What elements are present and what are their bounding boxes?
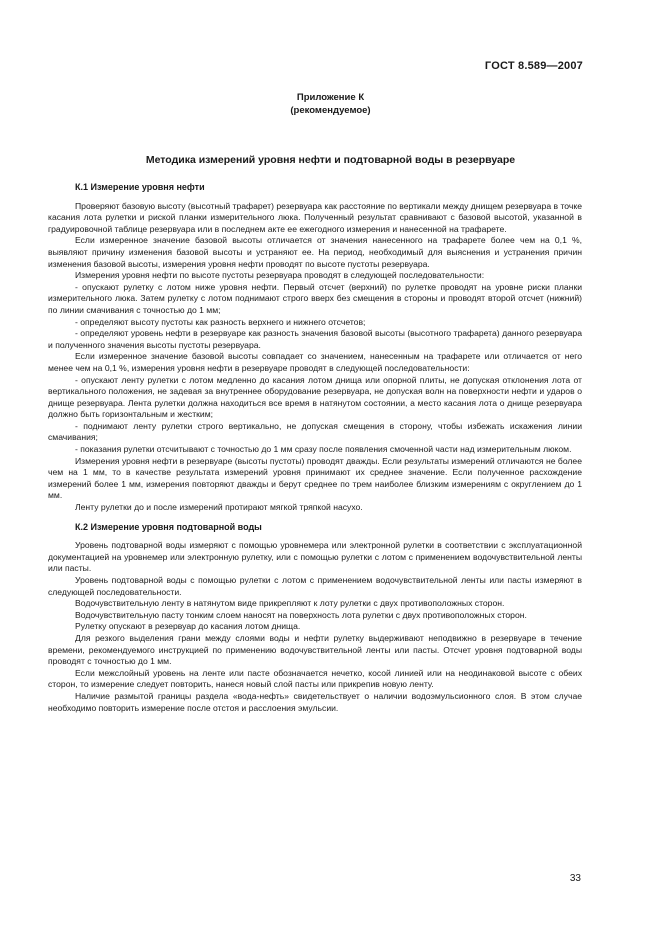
paragraph: Измерения уровня нефти в резервуаре (высоты пустоты) проводят дважды. Если результаты измерений отличаются не более чем на 1 мм, то в качестве результата измерений уровня принимают их среднее значение. Если полученное расхождение измерений более 1 мм, измерения повторяют дважды и берут среднее по трем наиболее близким измерениям с округлением до 1 мм.	[48, 455, 582, 501]
paragraph: Водочувствительную ленту в натянутом виде прикрепляют к лоту рулетки с двух противоположных сторон.	[75, 598, 505, 609]
paragraph: Проверяют базовую высоту (высотный трафарет) резервуара как расстояние по вертикали между днищем резервуара в точке касания лота рулетки и риской планки измерительного люка. Полученный результат сравнивают с базовой высотой, указанной в градуировочной таблице резервуара или в последнем акте ее ежегодного измерения и нанесенной на трафарете.	[48, 200, 582, 234]
paragraph: Уровень подтоварной воды с помощью рулетки с лотом с применением водочувствительной ленты или пасты измеряют в следующей последовательности.	[48, 575, 582, 597]
document-body	[48, 182, 582, 714]
standard-code: ГОСТ 8.589—2007	[484, 60, 583, 72]
list-item: - определяют уровень нефти в резервуаре как разность значения базовой высоты (высотного трафарета) данного резервуара и полученного значения высоты пустоты резервуара.	[48, 328, 582, 350]
section-k2	[48, 522, 582, 715]
paragraph: Наличие размытой границы раздела «вода-нефть» свидетельствует о наличии водоэмульсионного слоя. В этом случае необходимо повторить измерение после отстоя и расслоения эмульсии.	[48, 690, 582, 713]
appendix-heading	[0, 91, 661, 117]
page-number: 33	[569, 873, 581, 884]
paragraph: Если межслойный уровень на ленте или пасте обозначается нечетко, косой линией или на неодинаковой высоте с обеих сторон, то измерение следует повторить, нанеся новый слой пасты или прикрепив новую ленту.	[48, 667, 582, 690]
paragraph: Ленту рулетки до и после измерений протирают мягкой тряпкой насухо.	[75, 502, 363, 513]
section-heading: К.1 Измерение уровня нефти	[75, 182, 205, 192]
list-item: - опускают ленту рулетки с лотом медленно до касания лотом днища или опорной плиты, не допуская отклонения лота от вертикального положения, не задевая за внутреннее оборудование резервуара, не допуская волн на поверхности нефти и ударов о днище резервуара. Лента рулетки должна находиться все время в натянутом состоянии, а место касания лота о днище резервуара должно быть горизонтальным и жестким;	[48, 374, 582, 420]
list-item: - опускают рулетку с лотом ниже уровня нефти. Первый отсчет (верхний) по рулетке проводят на уровне риски планки измерительного люка. Затем рулетку с лотом поднимают строго вверх без смещения в стороны и проводят второй отсчет (нижний) по линии смачивания с точностью до 1 мм;	[48, 281, 582, 315]
appendix-label: Приложение К	[296, 92, 365, 103]
paragraph: Если измеренное значение базовой высоты отличается от значения нанесенного на трафарете более чем на 0,1 %, выявляют причину изменения базовой высоты и устраняют ее. На период, необходимый для выяснения и устранения причин изменения базовой высоты, измерения уровня нефти проводят по высоте пустоты резервуара.	[48, 235, 582, 269]
paragraph: Водочувствительную пасту тонким слоем наносят на поверхность лота рулетки с двух противоположных сторон.	[75, 609, 527, 620]
list-item: - показания рулетки отсчитывают с точностью до 1 мм сразу после появления смоченной части над измерительным люком.	[75, 444, 572, 455]
section-k1	[48, 182, 582, 514]
paragraph: Если измеренное значение базовой высоты совпадает со значением, нанесенным на трафарете или отличается от него менее чем на 0,1 %, измерения уровня нефти в резервуаре проводят в следующей последовательности:	[48, 351, 582, 373]
section-heading: К.2 Измерение уровня подтоварной воды	[75, 521, 262, 532]
appendix-note: (рекомендуемое)	[290, 105, 371, 116]
paragraph: Уровень подтоварной воды измеряют с помощью уровнемера или электронной рулетки в соответствии с эксплуатационной документацией на уровнемер или электронную рулетку, или с помощью рулетки с лотом с применением водочувствительной ленты или пасты.	[48, 540, 582, 574]
list-item: - определяют высоту пустоты как разность верхнего и нижнего отсчетов;	[75, 316, 366, 327]
document-title: Методика измерений уровня нефти и подтоварной воды в резервуаре	[145, 154, 516, 166]
paragraph: Для резкого выделения грани между слоями воды и нефти рулетку выдерживают неподвижно в резервуаре в течение времени, рекомендуемого инструкцией по применению водочувствительной ленты или пасты. Отсчет уровня подтоварной воды проводят с точностью до 1 мм.	[48, 632, 582, 667]
paragraph: Измерения уровня нефти по высоте пустоты резервуара проводят в следующей последовательности:	[75, 270, 485, 281]
paragraph: Рулетку опускают в резервуар до касания лотом днища.	[75, 621, 301, 632]
list-item: - поднимают ленту рулетки строго вертикально, не допуская смещения в сторону, чтобы избежать искажения линии смачивания;	[48, 420, 582, 443]
